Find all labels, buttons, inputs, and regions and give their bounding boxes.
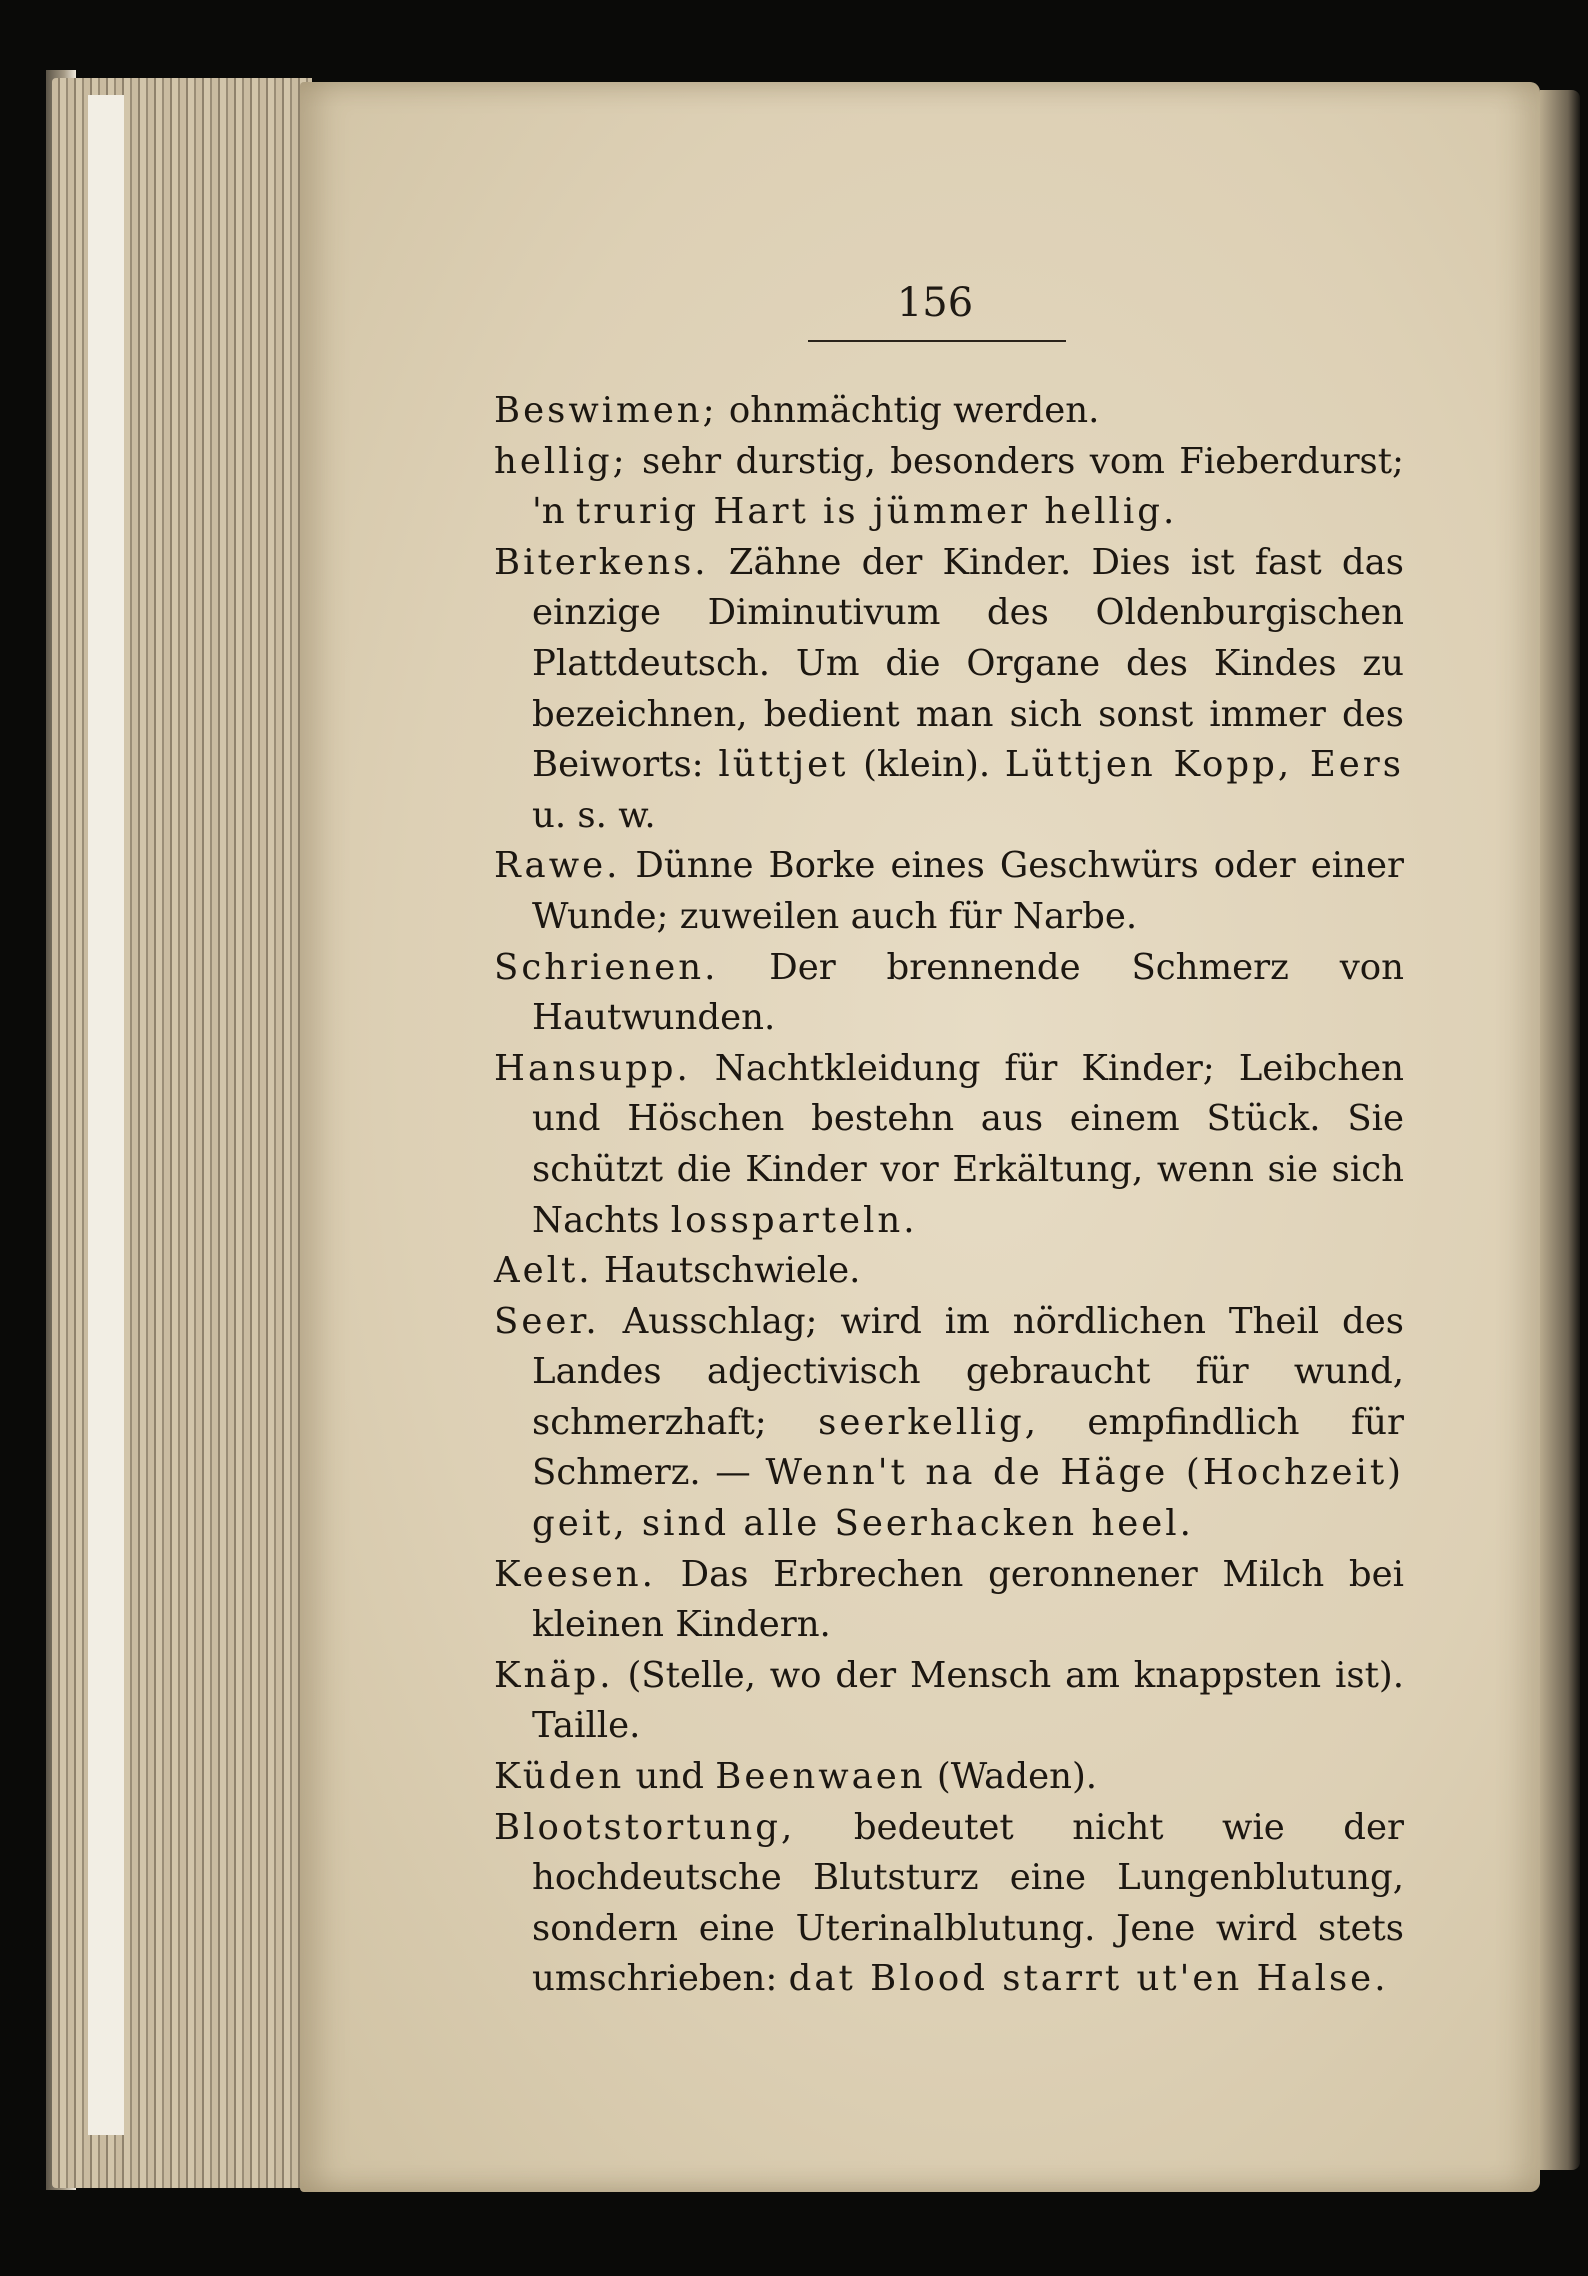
entry-headword: Rawe. <box>494 845 621 887</box>
entry-text-tail-2: . <box>1179 1503 1191 1545</box>
entry-schrienen <box>494 943 1404 1044</box>
glossary-text <box>494 386 1404 2005</box>
entry-headword: Aelt. <box>494 1250 593 1292</box>
entry-text-tail-2: u. s. w. <box>532 794 656 836</box>
entry-example: Beenwaen <box>715 1756 926 1798</box>
entry-biterkens <box>494 538 1404 842</box>
entry-example-2: Lüttjen Kopp, Eers <box>1004 744 1404 786</box>
entry-example: trurig Hart is jümmer hellig <box>575 491 1163 533</box>
entry-text-tail: (klein). <box>848 744 1005 786</box>
entry-beswimen <box>494 386 1404 437</box>
entry-example-2: Wenn't na de Häge (Hochzeit) geit, sind alle Seerhacken heel <box>532 1452 1404 1545</box>
entry-headword: Küden <box>494 1756 625 1798</box>
entry-keesen <box>494 1550 1404 1651</box>
entry-example: dat Blood starrt ut'en Halse <box>788 1958 1375 2000</box>
entry-text: Der brennende Schmerz von Hautwunden. <box>532 946 1404 1039</box>
entry-headword: Seer. <box>494 1300 600 1342</box>
entry-headword: Blootstortung, <box>494 1806 796 1848</box>
entry-text: Dünne Borke eines Geschwürs oder einer Wunde; zuweilen auch für Narbe. <box>532 845 1404 937</box>
entry-seer <box>494 1297 1404 1550</box>
header-rule <box>808 340 1066 342</box>
entry-example: seerkellig <box>818 1401 1025 1443</box>
entry-text-tail: . <box>903 1199 915 1241</box>
page-number: 156 <box>896 280 974 326</box>
entry-text: Zähne der Kinder. Dies ist fast das einzige Diminutivum des Oldenburgischen Plattdeutsch. Um die Organe des Kindes zu bezeichnen, bedient man sich sonst immer des Beiworts: <box>532 541 1404 786</box>
entry-aelt <box>494 1246 1404 1297</box>
entry-text-tail: , empfindlich für Schmerz. — <box>532 1401 1404 1494</box>
entry-hansupp <box>494 1044 1404 1246</box>
entry-text: Das Erbrechen geronnener Milch bei kleinen Kindern. <box>532 1553 1404 1646</box>
entry-headword: Knäp. <box>494 1654 614 1696</box>
entry-kueden <box>494 1752 1404 1803</box>
entry-text: Hautschwiele. <box>592 1250 861 1292</box>
entry-text-tail: . <box>1374 1958 1386 2000</box>
entry-text: bedeutet nicht wie der hochdeutsche Blutsturz eine Lungenblutung, sondern eine Uterinalblutung. Jene wird stets umschrieben: <box>532 1806 1404 2000</box>
entry-text: sehr durstig, besonders vom Fieberdurst; 'n <box>532 440 1404 533</box>
entry-blootstortung <box>494 1803 1404 2005</box>
entry-text: Nachtkleidung für Kinder; Leibchen und Höschen bestehn aus einem Stück. Sie schützt die Kinder vor Erkältung, wenn sie sich Nachts <box>532 1047 1404 1241</box>
entry-headword: Keesen. <box>494 1553 656 1595</box>
entry-example: lossparteln <box>670 1199 904 1241</box>
entry-hellig <box>494 437 1404 538</box>
entry-text-tail: (Waden). <box>925 1756 1098 1798</box>
entry-text: (Stelle, wo der Mensch am knappsten ist). Taille. <box>532 1654 1404 1747</box>
entry-headword: Hansupp. <box>494 1047 691 1089</box>
entry-knaep <box>494 1651 1404 1752</box>
entry-text: Ausschlag; wird im nördlichen Theil des Landes adjectivisch gebraucht für wund, schmerzhaft; <box>532 1300 1404 1443</box>
entry-headword: hellig; <box>494 440 628 482</box>
flyleaf <box>88 95 124 2135</box>
entry-text: ohnmächtig werden. <box>717 390 1100 431</box>
entry-text: und <box>624 1756 716 1798</box>
entry-rawe <box>494 841 1404 942</box>
right-page-edge <box>1540 90 1580 2170</box>
entry-example: lüttjet <box>718 744 849 786</box>
entry-text-tail: . <box>1162 491 1175 533</box>
entry-headword: Schrienen. <box>494 946 719 988</box>
entry-headword: Beswimen; <box>494 390 718 431</box>
entry-headword: Biterkens. <box>494 541 709 583</box>
